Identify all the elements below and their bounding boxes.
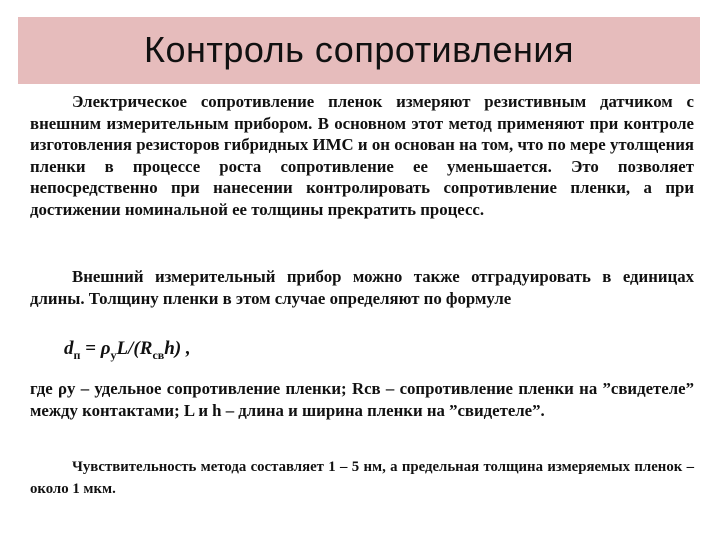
formula-lhs: d — [64, 338, 74, 359]
formula-rho-subscript: у — [110, 347, 117, 362]
formula-lhs-subscript: п — [73, 347, 81, 362]
formula-equals-rho: = ρ — [80, 338, 111, 359]
paragraph-sensitivity: Чувствительность метода составляет 1 – 5 нм, а предельная толщина измеряемых пленок – около 1 мкм. — [30, 459, 694, 497]
thickness-formula — [64, 338, 191, 363]
paragraph-calibration: Внешний измерительный прибор можно также отградуировать в единицах длины. Толщину пленки в этом случае определяют по формуле — [30, 267, 694, 308]
formula-middle: L/(R — [116, 338, 153, 359]
formula-end: h) , — [164, 338, 191, 359]
paragraph-definitions: где ρу – удельное сопротивление пленки; Rсв – сопротивление пленки на ”свидетеле” между контактами; L и h – длина и ширина пленки на ”свидетеле”. — [30, 379, 694, 420]
scanned-text-block — [22, 84, 698, 504]
title-bar — [18, 17, 700, 84]
slide-title: Контроль сопротивления — [144, 29, 574, 70]
paragraph-resistive-sensor: Электрическое сопротивление пленок измеряют резистивным датчиком с внешним измерительным прибором. В основном этот метод применяют при контроле изготовления резисторов гибридных ИМС и он основан на том, что по мере утолщения пленки в процессе роста сопротивление ее уменьшается. Это позволяет непосредственно при нанесении контролировать сопротивление пленки, а при достижении номинальной ее толщины прекратить процесс. — [30, 92, 694, 219]
formula-r-subscript: св — [152, 347, 165, 362]
